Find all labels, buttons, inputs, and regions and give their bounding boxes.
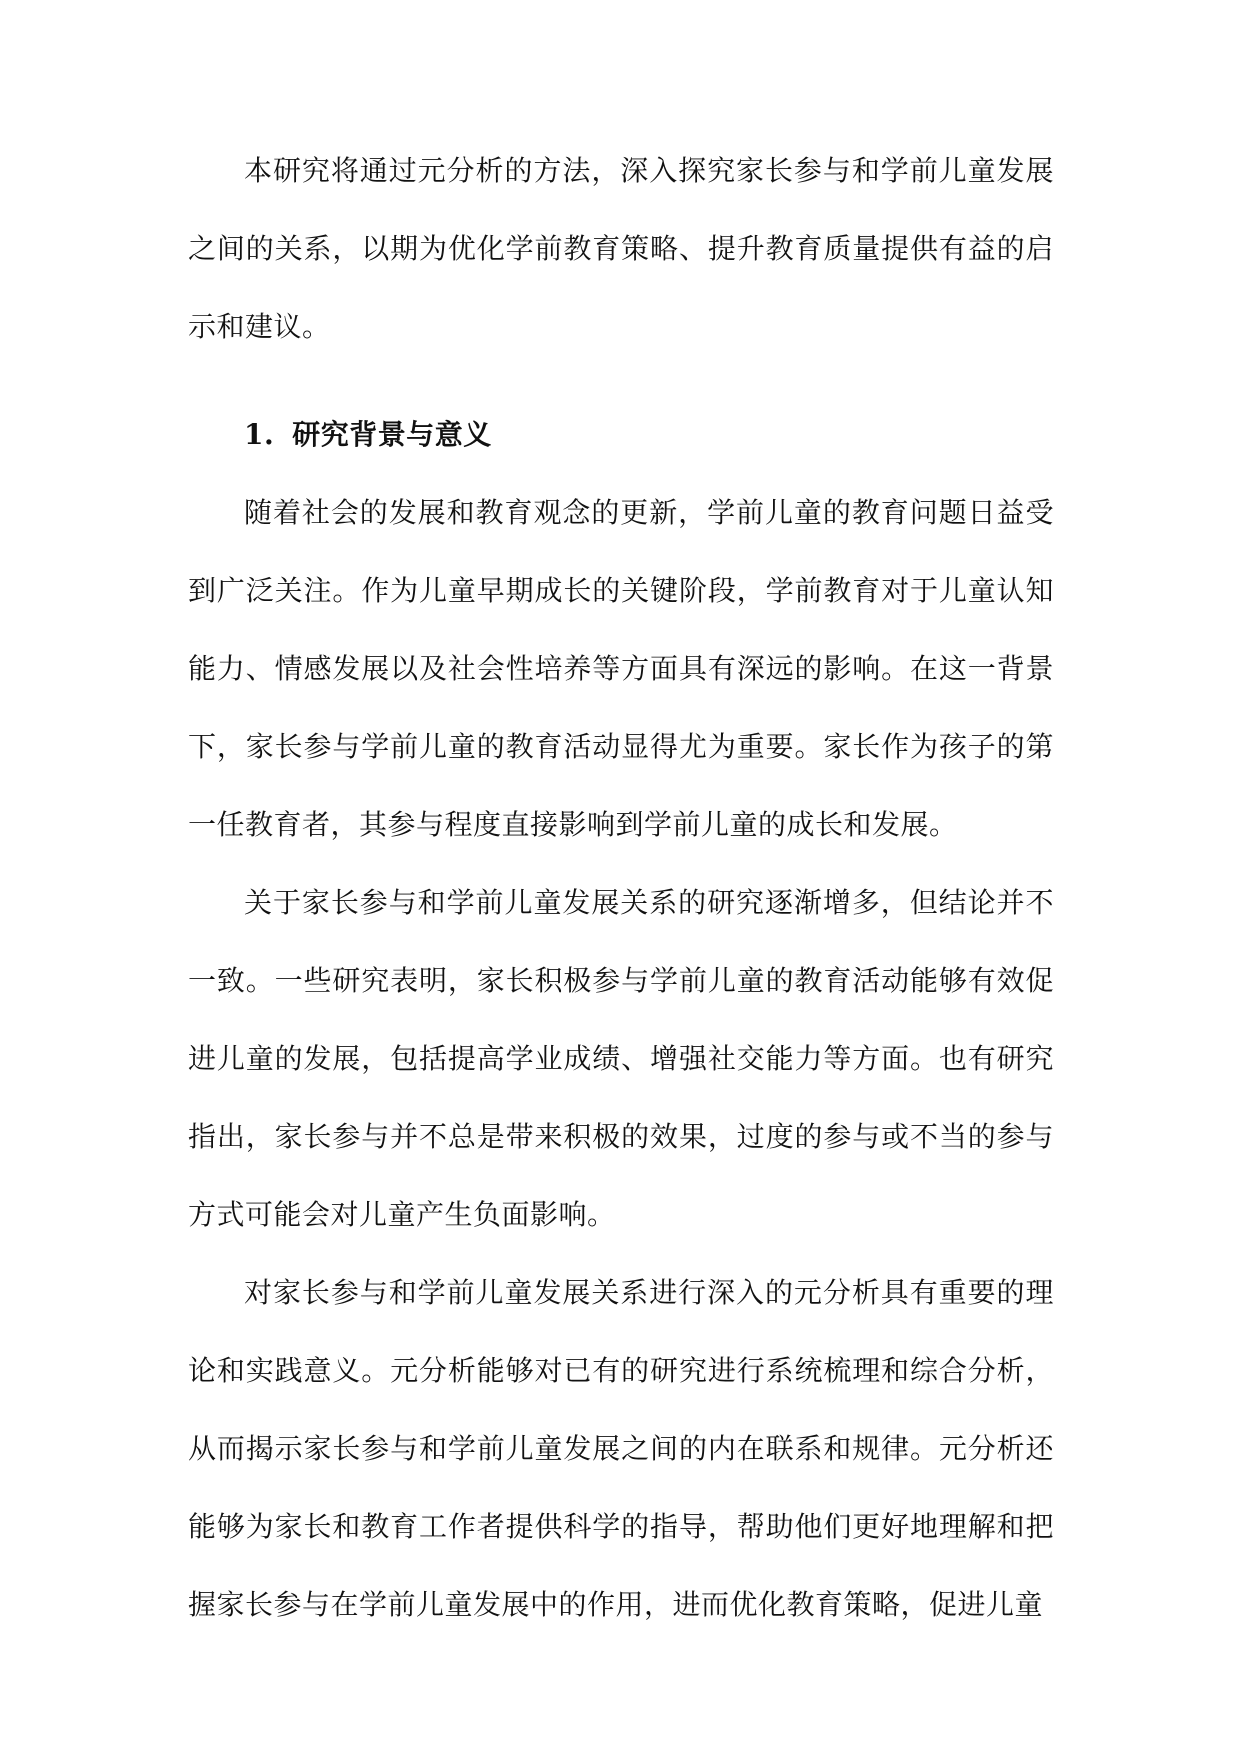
section-spacer xyxy=(188,366,1054,396)
body-paragraph-3: 对家长参与和学前儿童发展关系进行深入的元分析具有重要的理论和实践意义。元分析能够对已有的研究进行系统梳理和综合分析，从而揭示家长参与和学前儿童发展之间的内在联系和规律。元分析还能够为家长和教育工作者提供科学的指导，帮助他们更好地理解和把握家长参与在学前儿童发展中的作用，进而优化教育策略，促进儿童 xyxy=(188,1276,1054,1621)
intro-paragraph: 本研究将通过元分析的方法，深入探究家长参与和学前儿童发展之间的关系，以期为优化学前教育策略、提升教育质量提供有益的启示和建议。 xyxy=(188,154,1054,343)
section-number: 1. xyxy=(244,418,275,451)
body-paragraph-1: 随着社会的发展和教育观念的更新，学前儿童的教育问题日益受到广泛关注。作为儿童早期成长的关键阶段，学前教育对于儿童认知能力、情感发展以及社会性培养等方面具有深远的影响。在这一背景下，家长参与学前儿童的教育活动显得尤为重要。家长作为孩子的第一任教育者，其参与程度直接影响到学前儿童的成长和发展。 xyxy=(188,496,1054,841)
section-heading xyxy=(188,396,1054,474)
document-body xyxy=(188,132,1054,1644)
body-paragraph-2: 关于家长参与和学前儿童发展关系的研究逐渐增多，但结论并不一致。一些研究表明，家长积极参与学前儿童的教育活动能够有效促进儿童的发展，包括提高学业成绩、增强社交能力等方面。也有研究指出，家长参与并不总是带来积极的效果，过度的参与或不当的参与方式可能会对儿童产生负面影响。 xyxy=(188,886,1054,1231)
section-title: 研究背景与意义 xyxy=(292,418,492,451)
